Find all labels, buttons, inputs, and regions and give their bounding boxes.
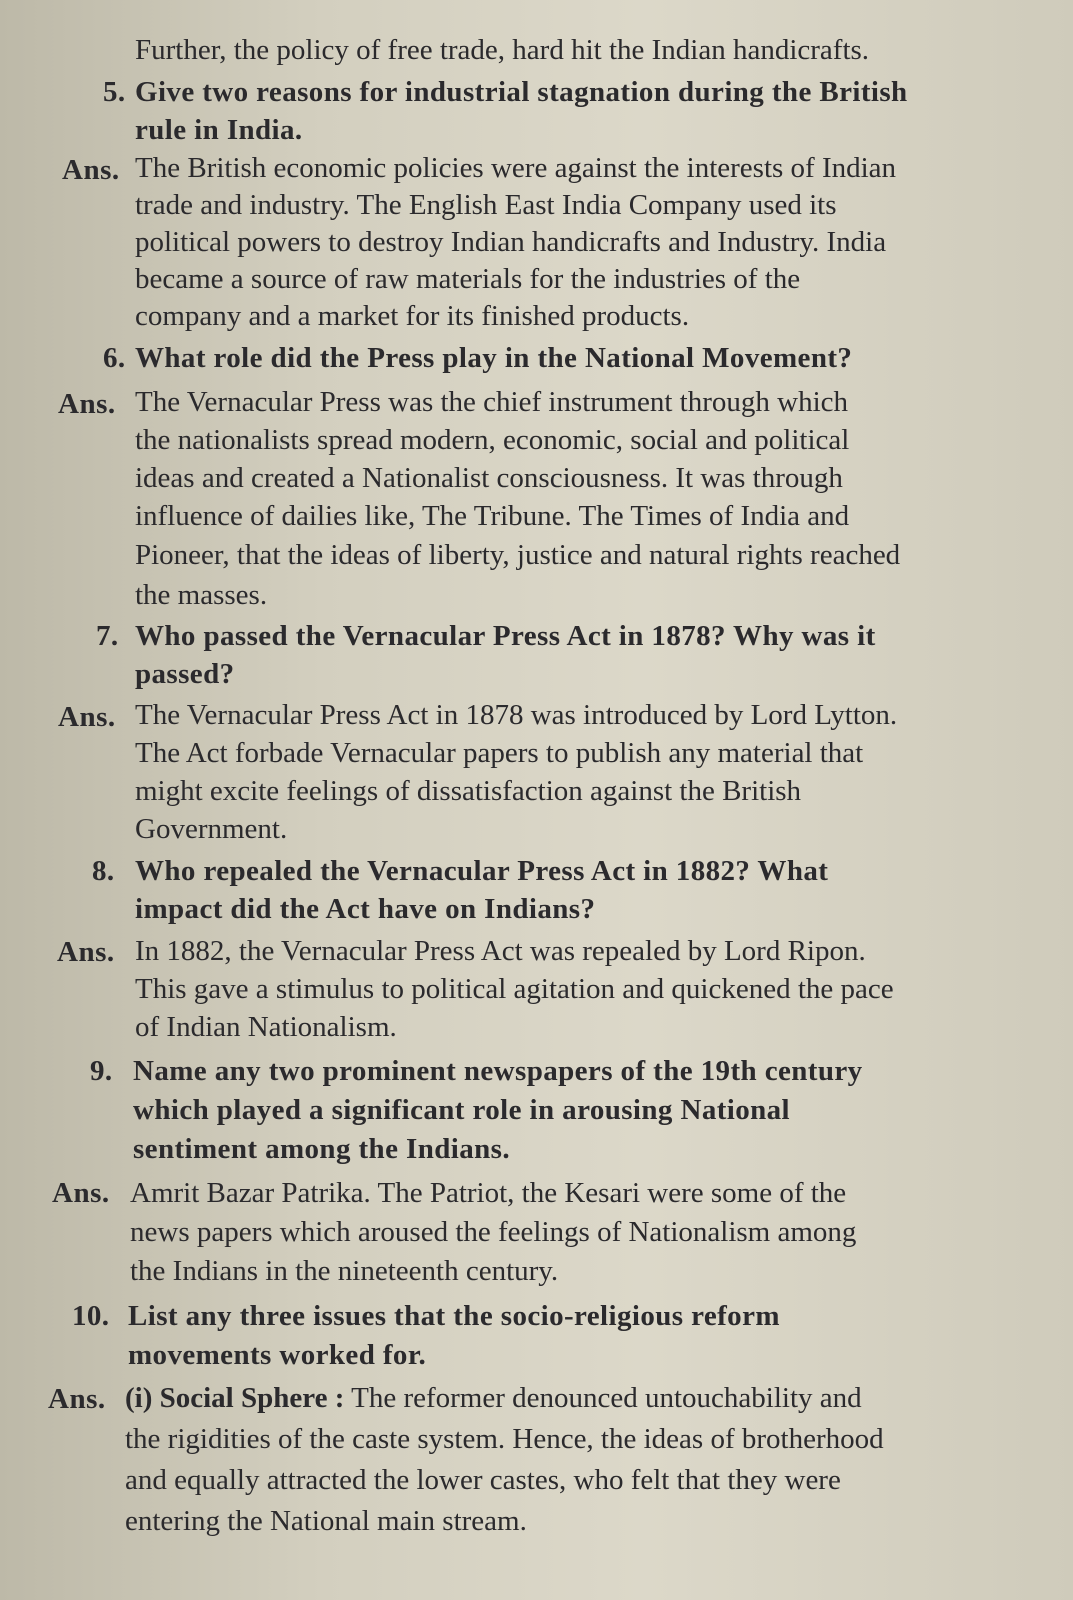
question-text: passed? [135, 658, 235, 690]
question-text: which played a significant role in arousing National [133, 1094, 791, 1126]
question-text: List any three issues that the socio-religious reform [128, 1300, 780, 1332]
question-text: impact did the Act have on Indians? [135, 893, 596, 925]
question-text: What role did the Press play in the National Movement? [135, 342, 853, 374]
question-number: 6. [103, 342, 126, 374]
question-text: movements worked for. [128, 1339, 427, 1371]
question-number: 7. [96, 620, 119, 652]
answer-line: The Act forbade Vernacular papers to publish any material that [135, 737, 864, 769]
answer-line: The British economic policies were against the interests of Indian [135, 152, 897, 184]
answer-line: political powers to destroy Indian handicrafts and Industry. India [135, 226, 887, 258]
answer-line: In 1882, the Vernacular Press Act was repealed by Lord Ripon. [135, 935, 866, 967]
answer-line: influence of dailies like, The Tribune. The Times of India and [135, 500, 850, 532]
answer-line: of Indian Nationalism. [135, 1011, 397, 1043]
question-text: Who passed the Vernacular Press Act in 1878? Why was it [135, 620, 876, 652]
question-text: Name any two prominent newspapers of the 19th century [133, 1055, 863, 1087]
answer-line: This gave a stimulus to political agitation and quickened the pace [135, 973, 894, 1005]
answer-line: and equally attracted the lower castes, who felt that they were [125, 1464, 841, 1496]
answer-line: became a source of raw materials for the industries of the [135, 263, 801, 295]
answer-line: trade and industry. The English East India Company used its [135, 189, 837, 221]
answer-line: Government. [135, 813, 288, 845]
answer-line: the Indians in the nineteenth century. [130, 1255, 559, 1287]
question-number: 9. [90, 1055, 113, 1087]
question-number: 10. [72, 1300, 110, 1332]
answer-line: ideas and created a Nationalist consciousness. It was through [135, 462, 843, 494]
question-text: Who repealed the Vernacular Press Act in 1882? What [135, 855, 829, 887]
answer-lead: (i) Social Sphere : [125, 1382, 345, 1414]
answer-line: entering the National main stream. [125, 1505, 527, 1537]
answer-first-line [125, 1380, 862, 1416]
question-number: 8. [92, 855, 115, 887]
answer-line: The Vernacular Press Act in 1878 was introduced by Lord Lytton. [135, 699, 898, 731]
question-number: 5. [103, 76, 126, 108]
answer-label: Ans. [58, 388, 116, 420]
answer-line: The reformer denounced untouchability and [351, 1382, 862, 1414]
answer-line: might excite feelings of dissatisfaction against the British [135, 775, 802, 807]
answer-line: the rigidities of the caste system. Hence, the ideas of brotherhood [125, 1423, 884, 1455]
answer-label: Ans. [57, 936, 115, 968]
answer-line: The Vernacular Press was the chief instrument through which [135, 386, 848, 418]
answer-line: news papers which aroused the feelings of Nationalism among [130, 1216, 857, 1248]
question-text: sentiment among the Indians. [133, 1133, 510, 1165]
answer-line: company and a market for its finished products. [135, 300, 690, 332]
intro-line: Further, the policy of free trade, hard hit the Indian handicrafts. [135, 34, 870, 66]
answer-line: Pioneer, that the ideas of liberty, justice and natural rights reached [135, 539, 901, 571]
question-text: rule in India. [135, 114, 303, 146]
answer-label: Ans. [58, 701, 116, 733]
answer-line: the nationalists spread modern, economic, social and political [135, 424, 850, 456]
answer-label: Ans. [52, 1177, 110, 1209]
answer-line: Amrit Bazar Patrika. The Patriot, the Kesari were some of the [130, 1177, 847, 1209]
answer-line: the masses. [135, 579, 268, 611]
answer-label: Ans. [48, 1383, 106, 1415]
answer-label: Ans. [62, 154, 120, 186]
question-text: Give two reasons for industrial stagnation during the British [135, 76, 908, 108]
